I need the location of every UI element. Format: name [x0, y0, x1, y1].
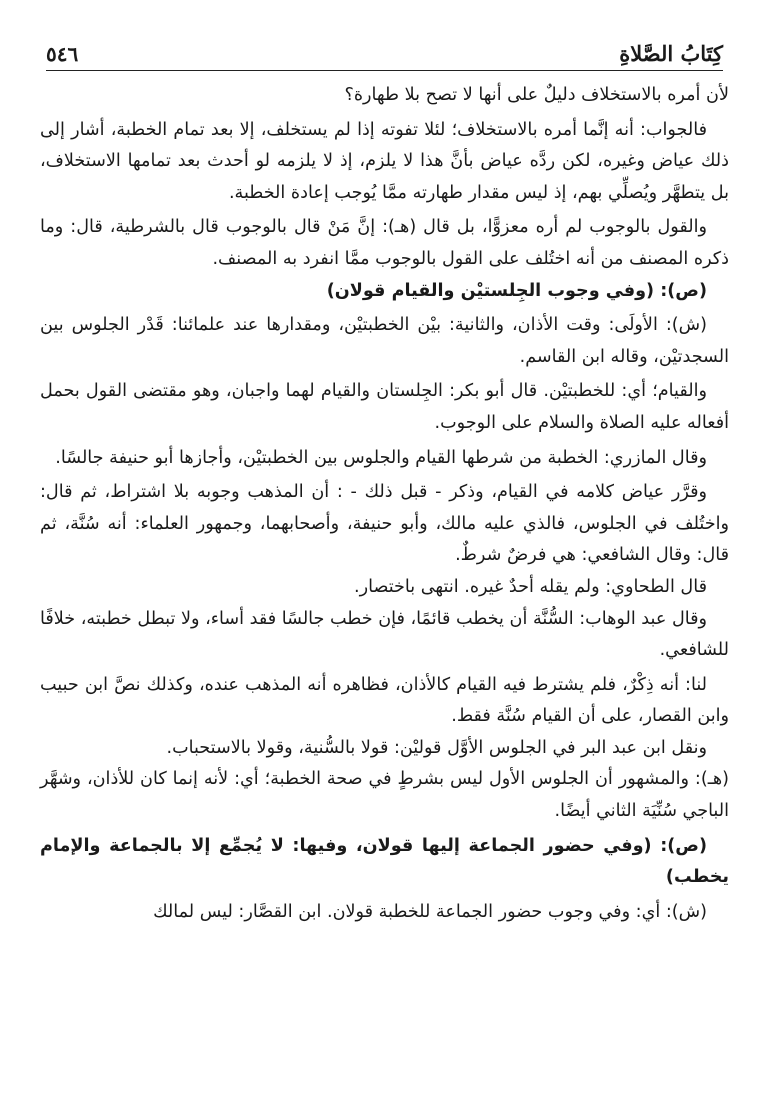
paragraph: لأن أمره بالاستخلاف دليلٌ على أنها لا تصح بلا طهارة؟	[344, 85, 729, 105]
paragraph: فالجواب: أنه إنَّما أمره بالاستخلاف؛ لئلا تفوته إذا لم يستخلف، إلا بعد تمام الخطبة، أشار إلى ذلك عياض وغيره، لكن ردَّه عياض بأنَّ هذا لا يلزم، إذ لا يلزمه لو أحدث بعد تمامها الاستخلاف، بل يتطهَّر ويُصلِّي بهم، إذ ليس مقدار طهارته ممَّا يُوجب إعادة الخطبة.	[40, 119, 729, 203]
page-number: ٥٤٦	[46, 42, 79, 66]
matn-heading: (ص): (وفي حضور الجماعة إليها قولان، وفيها: لا يُجمِّع إلا بالجماعة والإمام يخطب)	[40, 835, 729, 888]
paragraph: ونقل ابن عبد البر في الجلوس الأوَّل قوليْن: قولا بالسُّنية، وقولا بالاستحباب.	[166, 737, 707, 758]
matn-heading: (ص): (وفي وجوب الجِلستيْن والقيام قولان)	[326, 280, 707, 301]
paragraph: والقيام؛ أي: للخطبتيْن. قال أبو بكر: الجِلستان والقيام لهما واجبان، وهو مقتضى القول بحمل أفعاله عليه الصلاة والسلام على الوجوب.	[40, 381, 729, 433]
paragraph: (ش): الأولَى: وقت الأذان، والثانية: بيْن الخطبتيْن، ومقدارها عند علمائنا: قَدْر الجلوس بين السجدتيْن، وقاله ابن القاسم.	[40, 315, 729, 367]
paragraph: وقال عبد الوهاب: السُّنَّة أن يخطب قائمًا، فإن خطب جالسًا فقد أساء، ولا تبطل خطبته، خلافًا للشافعي.	[40, 608, 729, 661]
paragraph: والقول بالوجوب لم أره معزوًّا، بل قال (هـ): إنَّ مَنْ قال بالوجوب قال بالشرطية، قال: وما ذكره المصنف من أنه اختُلف على القول بالوجوب ممَّا انفرد به المصنف.	[40, 217, 729, 269]
book-title: كِتَابُ الصَّلاةِ	[619, 41, 723, 66]
paragraph: (هـ): والمشهور أن الجلوس الأول ليس بشرطٍ في صحة الخطبة؛ أي: لأنه إنما كان للأذان، وشهَّر الباجي سُنِّيَة الثاني أيضًا.	[40, 769, 729, 822]
page-header	[46, 30, 723, 71]
paragraph: (ش): أي: وفي وجوب حضور الجماعة للخطبة قولان. ابن القصَّار: ليس لمالك	[153, 901, 707, 922]
paragraph: لنا: أنه ذِكْرٌ، فلم يشترط فيه القيام كالأذان، فظاهره أنه المذهب عنده، وكذلك نصَّ ابن حبيب وابن القصار، على أن القيام سُنَّة فقط.	[40, 674, 729, 727]
paragraph: قال الطحاوي: ولم يقله أحدٌ غيره. انتهى باختصار.	[354, 576, 707, 597]
paragraph: وقال المازري: الخطبة من شرطها القيام والجلوس بين الخطبتيْن، وأجازها أبو حنيفة جالسًا.	[55, 447, 707, 468]
paragraph: وقرَّر عياض كلامه في القيام، وذكر - قبل ذلك - : أن المذهب وجوبه بلا اشتراط، ثم قال: واختُلف في الجلوس، فالذي عليه مالك، وأبو حنيفة، وأصحابهما، وجمهور العلماء: أنه سُنَّة، ثم قال: وقال الشافعي: هي فرضٌ شرطٌ.	[40, 482, 729, 566]
page-body	[40, 80, 729, 928]
